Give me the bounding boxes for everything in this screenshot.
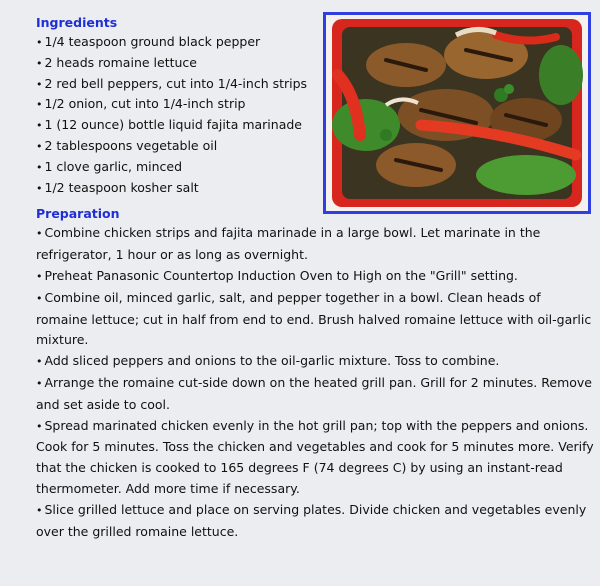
step-text: Arrange the romaine cut-side down on the heated grill pan. Grill for 2 minutes. Remove and set aside to cool.: [36, 374, 592, 412]
step-item: [36, 288, 596, 351]
bullet-icon: •: [36, 56, 43, 70]
preparation-section: [36, 205, 594, 542]
step-item: [36, 373, 596, 416]
step-text: Add sliced peppers and onions to the oil-garlic mixture. Toss to combine.: [44, 353, 500, 369]
bullet-icon: •: [36, 77, 43, 91]
preparation-heading: Preparation: [36, 206, 120, 222]
step-item: [36, 223, 596, 266]
step-item: [36, 500, 596, 543]
ingredient-text: 1 (12 ounce) bottle liquid fajita marinade: [44, 117, 302, 133]
bullet-icon: •: [36, 376, 43, 390]
ingredient-text: 1/2 teaspoon kosher salt: [44, 179, 199, 195]
ingredient-text: 2 red bell peppers, cut into 1/4-inch strips: [44, 75, 308, 91]
step-text: Spread marinated chicken evenly in the hot grill pan; top with the peppers and onions. Cook for 5 minutes. Toss the chicken and vegetables and cook for 5 minutes more. Verify that the chicken is cooked to 165 degrees F (74 degrees C) by using an instant-read thermometer. Add more time if necessary.: [36, 417, 594, 496]
bullet-icon: •: [36, 227, 43, 241]
bullet-icon: •: [36, 160, 43, 174]
bullet-icon: •: [36, 36, 43, 49]
bullet-icon: •: [36, 503, 43, 517]
ingredients-heading: Ingredients: [36, 15, 118, 30]
bullet-icon: •: [36, 119, 43, 133]
ingredient-text: 2 tablespoons vegetable oil: [44, 137, 218, 153]
fajita-dish-illustration: [326, 15, 588, 211]
bullet-icon: •: [36, 269, 43, 283]
bullet-icon: •: [36, 291, 43, 305]
step-item: [36, 351, 596, 373]
bullet-icon: •: [36, 98, 43, 112]
preparation-steps: [36, 223, 594, 542]
ingredient-text: 1 clove garlic, minced: [44, 158, 183, 174]
bullet-icon: •: [36, 181, 43, 195]
step-item: [36, 266, 596, 288]
step-text: Slice grilled lettuce and place on serving plates. Divide chicken and vegetables evenly over the grilled romaine lettuce.: [36, 501, 587, 539]
step-item: [36, 416, 596, 500]
ingredient-text: 1/2 onion, cut into 1/4-inch strip: [44, 96, 246, 112]
step-text: Combine oil, minced garlic, salt, and pepper together in a bowl. Clean heads of romaine lettuce; cut in half from end to end. Brush halved romaine lettuce with oil-garlic mixture.: [36, 289, 592, 348]
step-text: Combine chicken strips and fajita marinade in a large bowl. Let marinate in the refrigerator, 1 hour or as long as overnight.: [36, 225, 541, 263]
bullet-icon: •: [36, 355, 43, 369]
step-text: Preheat Panasonic Countertop Induction Oven to High on the "Grill" setting.: [44, 267, 518, 283]
ingredient-text: 1/4 teaspoon ground black pepper: [44, 34, 261, 49]
bullet-icon: •: [36, 139, 43, 153]
bullet-icon: •: [36, 419, 43, 433]
ingredient-text: 2 heads romaine lettuce: [44, 54, 197, 70]
dish-photo: [323, 12, 591, 214]
